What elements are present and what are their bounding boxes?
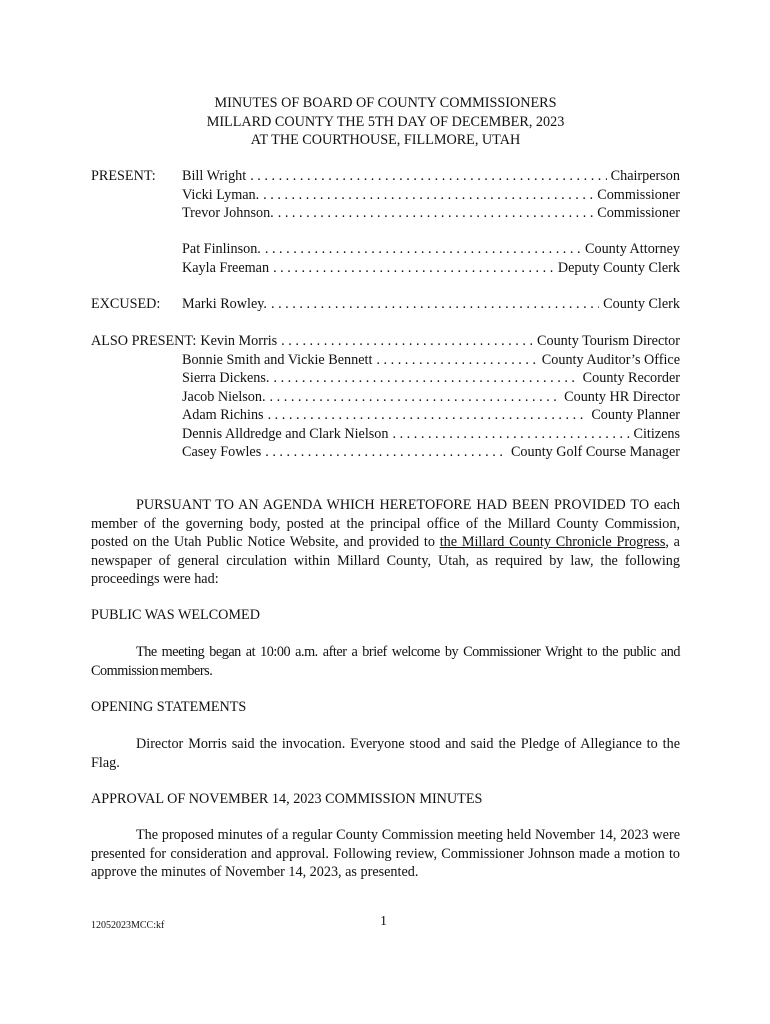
attendee-role: County HR Director [564, 388, 680, 405]
present-label: PRESENT: [91, 168, 156, 184]
title-line-2: MILLARD COUNTY THE 5TH DAY OF DECEMBER, 2023 [206, 113, 565, 130]
section-opening-statements [91, 698, 680, 717]
section-body: The meeting began at 10:00 a.m. after a brief welcome by Commissioner Wright to the public and Commission members. [91, 644, 680, 679]
roster-entry [182, 406, 680, 425]
present-staff-roster [91, 240, 680, 277]
newspaper-name: the Millard County Chronicle Progress [439, 534, 666, 550]
roster-entry [182, 443, 680, 462]
attendee-name: Adam Richins [182, 407, 264, 423]
attendee-name: Marki Rowley. [182, 296, 267, 312]
attendee-name: Vicki Lyman. [182, 186, 260, 203]
roster-entry [182, 388, 680, 407]
attendee-role: County Clerk [603, 296, 680, 312]
attendee-role: Commissioner [597, 205, 680, 221]
attendee-name: Kevin Morris [200, 333, 278, 349]
section-heading: APPROVAL OF NOVEMBER 14, 2023 COMMISSION MINUTES [91, 791, 483, 807]
section-approval-minutes-body [91, 826, 680, 882]
section-opening-statements-body [91, 735, 680, 772]
attendee-role: County Recorder [582, 370, 680, 386]
also-present-roster [91, 332, 680, 462]
attendee-role: County Golf Course Manager [510, 444, 680, 460]
section-body: The proposed minutes of a regular County Commission meeting held November 14, 2023 were presented for consideration and approval. Following review, Commissioner Johnson made a motion to approve the minutes of November 14, 2023, as presented. [91, 827, 680, 880]
roster-entry [182, 351, 680, 370]
roster-entry [182, 369, 680, 388]
page-number: 1 [380, 914, 387, 929]
attendee-role: Citizens [633, 425, 680, 442]
also-present-label: ALSO PRESENT: [91, 333, 197, 349]
agenda-paragraph [91, 496, 680, 589]
section-body: Director Morris said the invocation. Everyone stood and said the Pledge of Allegiance to the Flag. [91, 736, 680, 771]
roster-entry [182, 186, 680, 205]
agenda-text-after: , a newspaper of general circulation within Millard County, Utah, as required by law, the following proceedings were had: [91, 534, 680, 587]
attendee-name: Pat Finlinson. [182, 241, 261, 257]
attendee-name: Bill Wright [182, 168, 247, 184]
section-public-welcomed [91, 606, 680, 625]
attendee-name: Bonnie Smith and Vickie Bennett [182, 351, 373, 368]
roster-entry [182, 259, 680, 278]
roster-entry [91, 332, 680, 351]
roster-entry [182, 295, 680, 314]
attendee-role: County Planner [591, 407, 680, 423]
title-line-3: AT THE COURTHOUSE, FILLMORE, UTAH [250, 132, 521, 148]
section-heading: PUBLIC WAS WELCOMED [91, 607, 260, 623]
agenda-text-before: PURSUANT TO AN AGENDA WHICH HERETOFORE HAD BEEN PROVIDED TO each member of the governing body, posted at the principal office of the Millard County Commission, posted on the Utah Public Notice Website, and provided to [91, 497, 680, 550]
roster-entry [182, 204, 680, 223]
section-approval-minutes [91, 790, 680, 809]
roster-entry [182, 240, 680, 259]
attendee-role: County Auditor’s Office [541, 351, 680, 368]
document-title [91, 94, 680, 150]
section-heading: OPENING STATEMENTS [91, 699, 247, 715]
agenda-paragraph-block [91, 496, 680, 589]
document-code: 12052023MCC:kf [91, 920, 165, 931]
attendee-role: Deputy County Clerk [557, 259, 680, 276]
excused-label: EXCUSED: [91, 296, 161, 312]
roster-entry [182, 425, 680, 444]
section-public-welcomed-body [91, 643, 680, 680]
roster-entry [182, 167, 680, 186]
attendee-role: County Tourism Director [537, 333, 680, 349]
attendee-role: Commissioner [597, 186, 680, 203]
title-line-1: MINUTES OF BOARD OF COUNTY COMMISSIONERS [214, 95, 557, 111]
attendee-name: Trevor Johnson. [182, 205, 274, 221]
attendee-name: Casey Fowles [182, 444, 262, 460]
attendee-name: Kayla Freeman [182, 259, 270, 276]
attendee-name: Dennis Alldredge and Clark Nielson [182, 425, 389, 442]
attendee-role: Chairperson [610, 168, 680, 184]
excused-roster [91, 295, 680, 314]
attendee-role: County Attorney [585, 241, 680, 257]
attendee-name: Jacob Nielson. [182, 388, 266, 405]
attendee-name: Sierra Dickens. [182, 370, 270, 386]
present-roster [91, 167, 680, 223]
